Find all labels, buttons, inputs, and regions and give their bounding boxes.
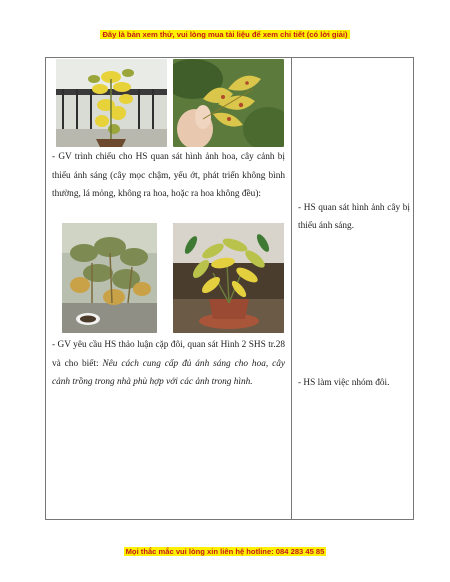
photo-pachira-in-pot bbox=[173, 223, 284, 333]
teacher-activity-paragraph-2-plain: - GV yêu cầu HS thảo luận cặp đôi, quan sát Hình 2 SHS tr.28 và cho biết: bbox=[52, 340, 285, 369]
teacher-activity-paragraph-2 bbox=[52, 336, 285, 392]
column-divider bbox=[291, 58, 292, 519]
preview-notice bbox=[0, 30, 450, 40]
teacher-activity-paragraph-1: - GV trình chiếu cho HS quan sát hình ảnh hoa, cây cảnh bị thiếu ánh sáng (cây mọc chậm, yếu ớt, phát triển không bình thường, lá mỏng, không ra hoa, hoặc ra hoa không đều): bbox=[52, 152, 285, 199]
student-activity-item-1: - HS quan sát hình ảnh cây bị thiếu ánh sáng. bbox=[298, 203, 410, 231]
lesson-table bbox=[45, 57, 414, 520]
photo-yellow-plant-on-balcony bbox=[56, 59, 167, 147]
photo-wilted-cuttings-in-pot bbox=[62, 223, 157, 333]
teacher-activity-paragraph-2-question: Nêu cách cung cấp đủ ánh sáng cho hoa, cây cảnh trồng trong nhà phù hợp với các ảnh trong hình. bbox=[52, 358, 285, 387]
student-activity-item-2: - HS làm việc nhóm đôi. bbox=[298, 378, 390, 388]
preview-notice-text: Đây là bản xem thử, vui lòng mua tài liệu để xem chi tiết (có lời giải) bbox=[102, 30, 348, 39]
contact-notice bbox=[0, 547, 450, 557]
photo-hand-holding-yellow-leaf bbox=[173, 59, 284, 147]
contact-notice-text: Mọi thắc mắc vui lòng xin liên hệ hotline: 084 283 45 85 bbox=[125, 547, 325, 556]
